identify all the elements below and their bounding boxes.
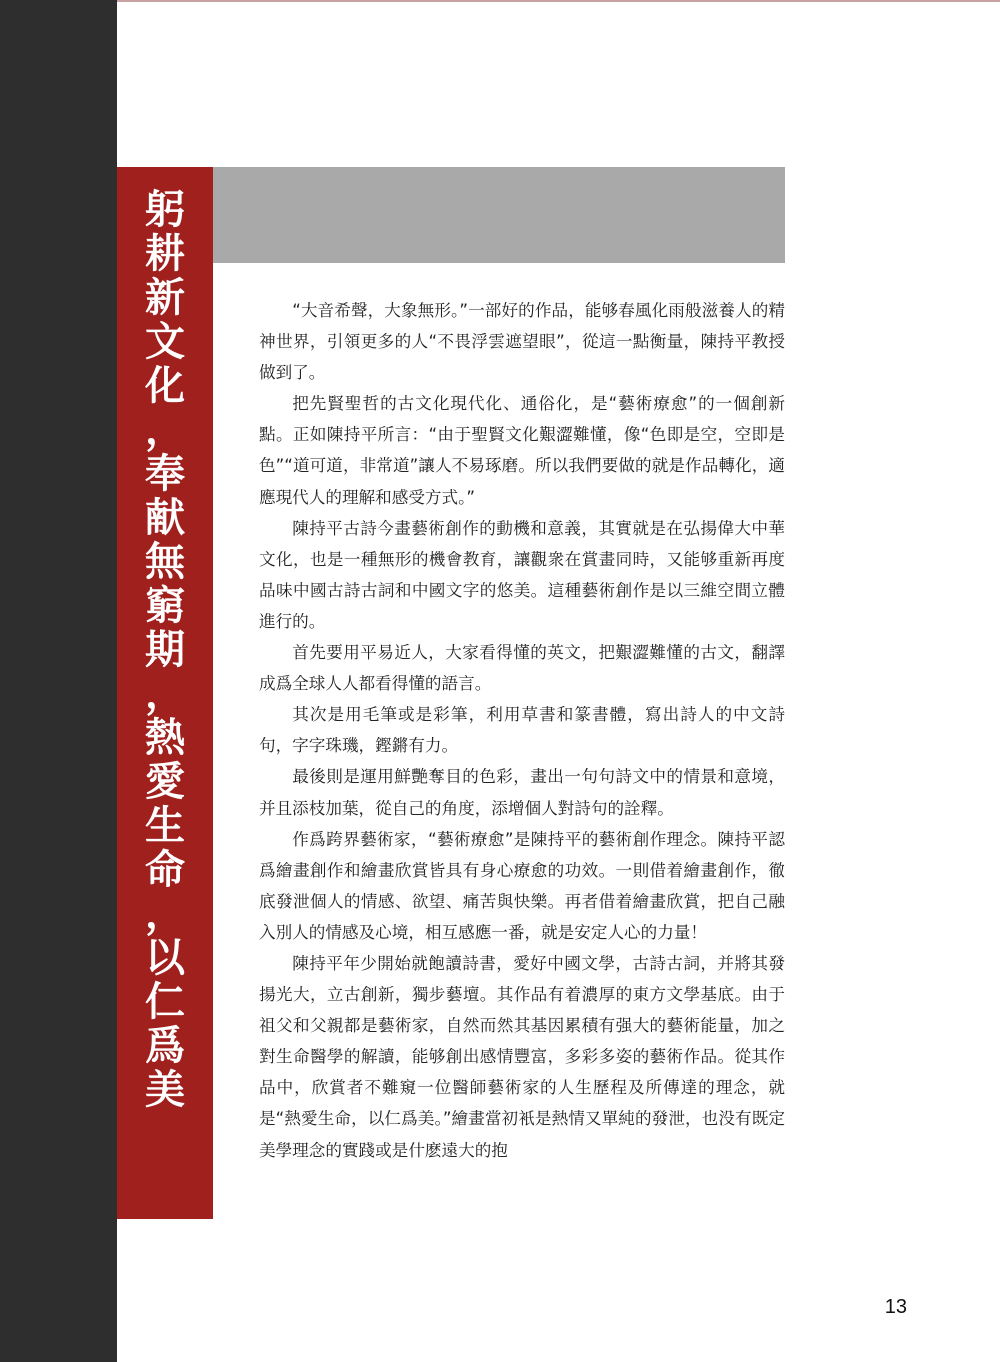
title-char: 愛	[145, 758, 185, 805]
title-char: 化	[145, 362, 185, 409]
title-char: 無	[145, 538, 185, 585]
paragraph: 最後則是運用鮮艷奪目的色彩，畫出一句句詩文中的情景和意境，并且添枝加葉，從自己的角度，添增個人對詩句的詮釋。	[259, 767, 785, 818]
paragraph: 陳持平古詩今畫藝術創作的動機和意義，其實就是在弘揚偉大中華文化，也是一種無形的機會教育，讓觀衆在賞畫同時，又能够重新再度品味中國古詩古詞和中國文字的悠美。這種藝術創作是以三維空間立體進行的。	[259, 518, 785, 631]
title-char: 新	[145, 274, 185, 321]
left-dark-strip	[0, 0, 117, 1362]
paragraph: 首先要用平易近人，大家看得懂的英文，把艱澀難懂的古文，翻譯成爲全球人人都看得懂的語言。	[259, 643, 785, 694]
title-char: 生	[145, 802, 185, 849]
title-char: 躬	[145, 186, 185, 233]
title-char: 奉	[145, 450, 185, 497]
title-char: ，	[145, 406, 185, 453]
title-char: 熱	[145, 714, 185, 761]
paragraph: 作爲跨界藝術家，“藝術療愈”是陳持平的藝術創作理念。陳持平認爲繪畫創作和繪畫欣賞皆具有身心療愈的功效。一則借着繪畫創作，徹底發泄個人的情感、欲望、痛苦與快樂。再者借着繪畫欣賞，把自己融入別人的情感及心境，相互感應一番，就是安定人心的力量！	[259, 829, 785, 942]
title-char: ，	[145, 890, 185, 937]
title-char: 耕	[145, 230, 185, 277]
paragraph: 把先賢聖哲的古文化現代化、通俗化，是“藝術療愈”的一個創新點。正如陳持平所言：“由于聖賢文化艱澀難懂，像“色即是空，空即是色”“道可道，非常道”讓人不易琢磨。所以我們要做的就是作品轉化，適應現代人的理解和感受方式。”	[259, 394, 785, 507]
page-number: 13	[884, 1296, 907, 1318]
top-rule	[117, 0, 1000, 2]
title-char: 文	[145, 318, 185, 365]
vertical-calligraphy-title	[137, 188, 193, 1112]
title-char: 以	[145, 934, 185, 981]
title-char: 美	[145, 1066, 185, 1113]
title-char: 期	[145, 626, 185, 673]
title-char: 献	[145, 494, 185, 541]
title-char: 命	[145, 846, 185, 893]
title-char: 仁	[145, 978, 185, 1025]
title-char: ，	[145, 670, 185, 717]
article-body	[259, 295, 785, 1166]
header-gray-bar	[213, 167, 785, 263]
paragraph: “大音希聲，大象無形。”一部好的作品，能够春風化雨般滋養人的精神世界，引領更多的人“不畏浮雲遮望眼”，從這一點衡量，陳持平教授做到了。	[259, 301, 785, 383]
paragraph: 陳持平年少開始就飽讀詩書，愛好中國文學，古詩古詞，并將其發揚光大，立古創新，獨步藝壇。其作品有着濃厚的東方文學基底。由于祖父和父親都是藝術家，自然而然其基因累積有强大的藝術能量，加之對生命醫學的解讀，能够創出感情豐富，多彩多姿的藝術作品。從其作品中，欣賞者不難窺一位醫師藝術家的人生歷程及所傳達的理念，就是“熱愛生命，以仁爲美。”繪畫當初衹是熱情又單純的發泄，也没有既定美學理念的實踐或是什麽遠大的抱	[259, 953, 785, 1160]
title-char: 窮	[145, 582, 185, 629]
title-char: 爲	[145, 1022, 185, 1069]
paragraph: 其次是用毛筆或是彩筆，利用草書和篆書體，寫出詩人的中文詩句，字字珠璣，鏗鏘有力。	[259, 705, 785, 756]
